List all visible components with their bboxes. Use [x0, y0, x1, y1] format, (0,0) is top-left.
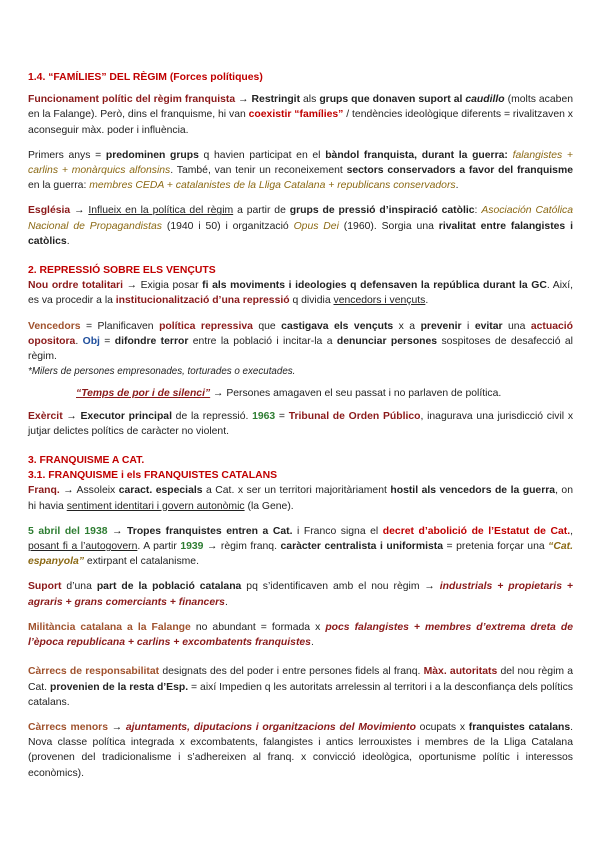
- paragraph-winners: Vencedors = Planificaven política repressiva que castigava els vençuts x a prevenir i evitar una actuació opositora. Obj = difondre terror entre la població i incitar-la a denunciar persones sospitoses de desafecció al règim.: [28, 320, 573, 363]
- paragraph-new-order: Nou ordre totalitari → Exigia posar fi als moviments i ideologies q defensaven la república durant la GC. Així, es va procedir a la institucionalització d’una repressió q dividia vencedors i vençuts.: [28, 280, 573, 307]
- paragraph-functioning: Funcionament polític del règim franquista → Restringit als grups que donaven suport al caudillo (molts acaben en la Falange). Però, dins el franquisme, hi van coexistir “famílies” / tendències ideològique diferents = rivalitzaven x aconseguir màx. poder i influència.: [28, 94, 573, 136]
- document-page: [28, 70, 573, 781]
- paragraph-army: Exèrcit → Executor principal de la repressió. 1963 = Tribunal de Orden Público, inagurava una jurisdicció civil x jutjar delictes polítics de caràcter no violent.: [28, 410, 574, 437]
- section-heading-2: 2. REPRESSIÓ SOBRE ELS VENÇUTS: [28, 265, 216, 277]
- paragraph-1938: 5 abril del 1938 → Tropes franquistes entren a Cat. i Franco signa el decret d’abolició de l’Estatut de Cat., posant fi a l’autogovern. A partir 1939 → règim franq. caràcter centralista i uniformista = pretenia forçar una “Cat. espanyola” extirpant el catalanisme.: [28, 525, 573, 568]
- paragraph-responsibility: Càrrecs de responsabilitat designats des del poder i entre persones fidels al franq. Màx. autoritats del nou règim a Cat. provenien de la resta d’Esp. = així Impedien q les autoritats arrelessin al territori i a la desconfiança dels polítics catalans.: [28, 666, 574, 708]
- paragraph-falange: Militància catalana a la Falange no abundant = formada x pocs falangistes + membres d’extrema dreta de l’època republicana + carlins + excombatents franquistes.: [28, 621, 573, 649]
- paragraph-church: Església → Influeix en la política del règim a partir de grups de pressió d’inspiració catòlic: Asociación Católica Nacional de Propagandistas (1940 i 50) i organització Opus Dei (1960). Sorgia una rivalitat entre falangistes i catòlics.: [28, 205, 573, 247]
- paragraph-first-years: Primers anys = predominen grups q havien participat en el bàndol franquista, durant la guerra: falangistes + carlins + monàrquics alfonsins. També, van tenir un reconeixement sectors conservadors a favor del franquisme en la guerra: membres CEDA + catalanistes de la Lliga Catalana + republicans conservadors.: [28, 149, 574, 192]
- paragraph-franq: Franq. → Assoleix caract. especials a Cat. x ser un territori majoritàriament hostil als vencedors de la guerra, on hi havia sentiment identitari i govern autonòmic (la Gene).: [28, 485, 573, 512]
- section-heading-3: 3. FRANQUISME A CAT.: [28, 455, 145, 467]
- paragraph-fear: “Temps de por i de silenci” → Persones amagaven el seu passat i no parlaven de política.: [76, 388, 502, 400]
- section-heading-1-4: 1.4. “FAMÍLIES” DEL RÈGIM (Forces polítiques): [28, 72, 263, 83]
- note-prisoners: *Milers de persones empresonades, torturades o executades.: [28, 366, 296, 378]
- paragraph-minor-posts: Càrrecs menors → ajuntaments, diputacions i organitzacions del Movimiento ocupats x franquistes catalans. Nova classe política integrada x excombatents, falangistes i antics lerrouxistes i membres de la Lliga Catalana (provenen del tradicionalisme i s’adhereixen al franq. x convicció ideològica, oportunisme polític i interessos econòmics).: [28, 721, 573, 779]
- section-heading-3-1: 3.1. FRANQUISME i els FRANQUISTES CATALANS: [28, 470, 278, 482]
- paragraph-support: Suport d’una part de la població catalana pq s’identificaven amb el nou règim → industrials + propietaris + agraris + grans comerciants + financers.: [28, 581, 573, 608]
